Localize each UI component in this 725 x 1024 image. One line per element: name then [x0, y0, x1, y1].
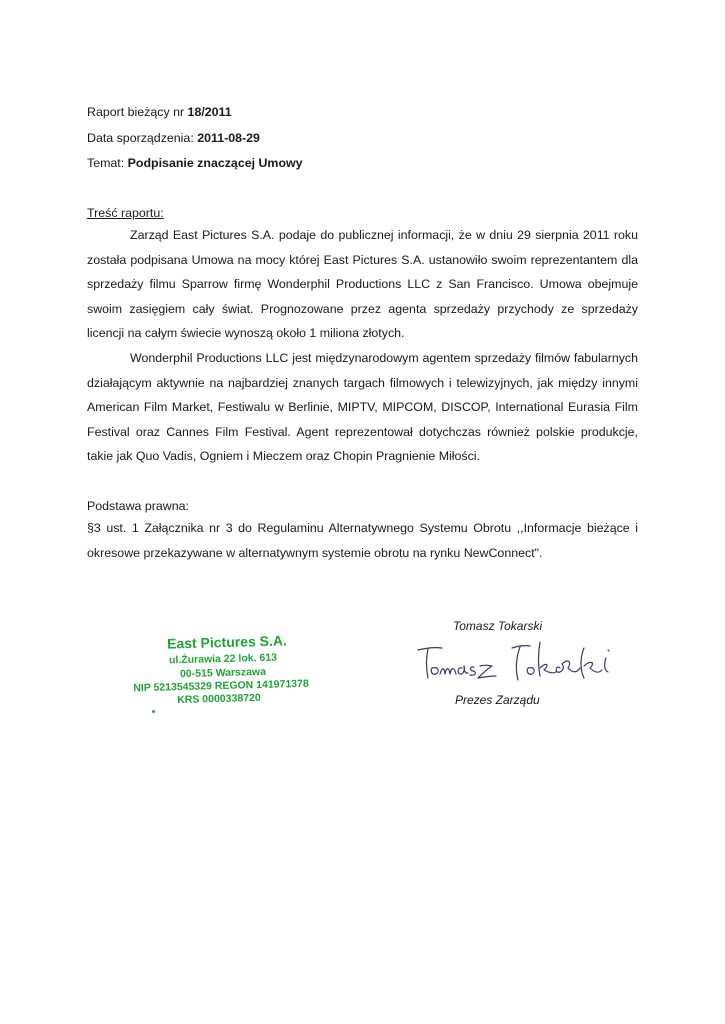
report-subject-value: Podpisanie znaczącej Umowy	[127, 156, 303, 170]
stamp-krs: KRS 0000338720	[177, 691, 261, 707]
content-heading: Treść raportu:	[87, 206, 164, 220]
report-date-line	[87, 130, 260, 146]
report-subject-label: Temat:	[87, 156, 128, 170]
report-date-label: Data sporządzenia:	[87, 131, 198, 145]
paragraph-agreement: Zarząd East Pictures S.A. podaje do publicznej informacji, że w dniu 29 sierpnia 2011 roku została podpisana Umowa na mocy której East Pictures S.A. ustanowiło swoim reprezentantem dla sprzedaży filmu Sparrow firmę Wonderphil Productions LLC z San Francisco. Umowa obejmuje swoim zasięgiem cały świat. Prognozowane przez agenta sprzedaży przychody ze sprzedaży licencji na całym świecie wynoszą około 1 miliona złotych.	[87, 228, 638, 341]
report-number-label: Raport bieżący nr	[87, 105, 188, 119]
stamp-city: 00-515 Warszawa	[179, 665, 267, 681]
report-date-value: 2011-08-29	[197, 131, 260, 145]
signature-strokes	[418, 642, 609, 680]
stamp-company: East Pictures S.A.	[166, 632, 288, 652]
paragraph-agent: Wonderphil Productions LLC jest międzynarodowym agentem sprzedaży filmów fabularnych działającym aktywnie na najbardziej znanych targach filmowych i telewizyjnych, jak między innymi American Film Market, Festiwalu w Berlinie, MIPTV, MIPCOM, DISCOP, International Eurasia Film Festival oraz Cannes Film Festival. Agent reprezentował dotychczas również polskie produkcje, takie jak Quo Vadis, Ogniem i Mieczem oraz Chopin Pragnienie Miłości.	[87, 351, 638, 464]
legal-basis-heading: Podstawa prawna:	[87, 499, 189, 513]
report-number-line	[87, 104, 232, 120]
company-stamp	[118, 630, 328, 712]
report-number-value: 18/2011	[187, 105, 232, 119]
stamp-address: ul.Żurawia 22 lok. 613	[168, 651, 278, 667]
report-subject-line	[87, 155, 303, 171]
legal-basis-text: §3 ust. 1 Załącznika nr 3 do Regulaminu Alternatywnego Systemu Obrotu ,,Informacje bieżące i okresowe przekazywane w alternatywnym systemie obrotu na rynku NewConnect".	[87, 521, 638, 560]
signer-role: Prezes Zarządu	[455, 693, 540, 707]
handwritten-signature	[412, 628, 632, 690]
signer-name: Tomasz Tokarski	[453, 619, 543, 633]
stamp-dot	[152, 710, 155, 713]
stamp-ids: NIP 5213545329 REGON 141971378	[133, 677, 309, 695]
